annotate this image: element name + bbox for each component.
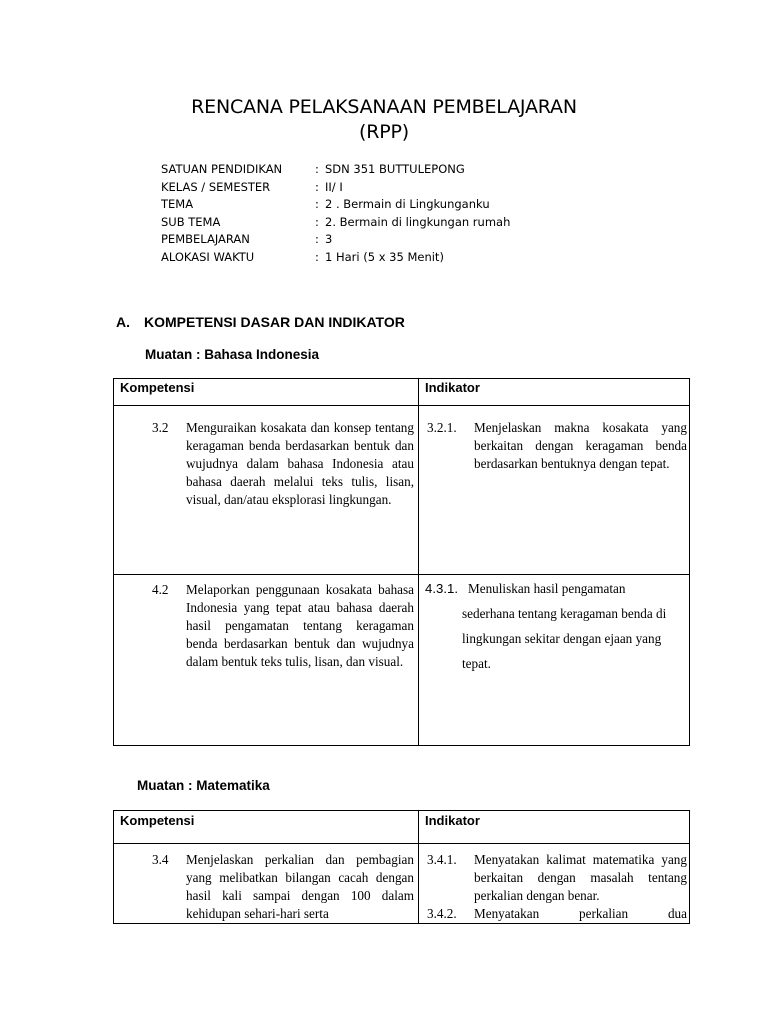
indicator-text: Menjelaskan makna kosakata yang berkaitan dengan keragaman benda berdasarkan bentuknya dengan tepat. — [474, 420, 687, 471]
kd-number: 3.2 — [152, 420, 169, 435]
indicator-number: 3.2.1. — [427, 420, 457, 435]
info-colon: : — [315, 197, 319, 212]
kd-cell — [152, 581, 414, 671]
doc-title: RENCANA PELAKSANAAN PEMBELAJARAN — [191, 96, 577, 118]
header-indikator: Indikator — [425, 380, 480, 395]
info-label: ALOKASI WAKTU — [161, 249, 255, 264]
indicator-number: 3.4.1. — [427, 852, 457, 867]
info-row — [161, 196, 510, 214]
table-matematika — [113, 810, 690, 924]
indicator-cell — [427, 905, 687, 923]
kd-cell — [152, 851, 414, 923]
info-value: 2 . Bermain di Lingkunganku — [325, 197, 490, 212]
muatan-heading-bahasa: Muatan : Bahasa Indonesia — [145, 347, 320, 362]
indicator-number: 3.4.2. — [427, 906, 457, 921]
section-heading — [116, 314, 405, 330]
info-colon: : — [315, 179, 319, 194]
indicator-text: sederhana tentang keragaman benda di lingkungan sekitar dengan ejaan yang tepat. — [462, 606, 667, 671]
indicator-cell — [427, 419, 687, 473]
kd-cell — [152, 419, 414, 509]
column-divider — [418, 379, 419, 745]
kd-number: 3.4 — [152, 852, 169, 867]
info-value: SDN 351 BUTTULEPONG — [325, 162, 465, 176]
info-label: SATUAN PENDIDIKAN — [161, 162, 283, 176]
info-label: SUB TEMA — [161, 214, 221, 229]
info-label: KELAS / SEMESTER — [161, 179, 271, 194]
info-value: 2. Bermain di lingkungan rumah — [325, 214, 511, 229]
info-value: 1 Hari (5 x 35 Menit) — [325, 249, 444, 264]
header-kompetensi: Kompetensi — [120, 380, 195, 395]
row-divider — [114, 843, 689, 844]
header-indikator: Indikator — [425, 813, 480, 828]
kd-text: Menguraikan kosakata dan konsep tentang keragaman benda berdasarkan bentuk dan wujudnya dalam bahasa Indonesia atau bahasa daerah melalui teks tulis, lisan, visual, dan/atau eksplorasi lingkungan. — [186, 420, 414, 507]
info-row — [161, 249, 510, 267]
info-colon: : — [315, 162, 319, 176]
info-row — [161, 161, 510, 179]
section-number: A. — [116, 314, 130, 330]
indicator-text: Menyatakan kalimat matematika yang berkaitan dengan masalah tentang perkalian dengan benar. — [474, 852, 687, 903]
indicator-text: Menuliskan hasil pengamatan — [468, 581, 626, 596]
info-colon: : — [315, 214, 319, 229]
info-colon: : — [315, 249, 319, 264]
column-divider — [418, 811, 419, 923]
kd-text: Melaporkan penggunaan kosakata bahasa Indonesia yang tepat atau bahasa daerah hasil pengamatan tentang keragaman benda berdasarkan bentuk dan wujudnya dalam bentuk teks tulis, lisan, dan visual. — [186, 582, 414, 669]
indicator-cell — [427, 851, 687, 905]
info-row — [161, 214, 510, 232]
section-title: KOMPETENSI DASAR DAN INDIKATOR — [144, 314, 405, 330]
info-label: PEMBELAJARAN — [161, 232, 250, 247]
kd-text: Menjelaskan perkalian dan pembagian yang melibatkan bilangan cacah dengan hasil kali sampai dengan 100 dalam kehidupan sehari-hari serta — [186, 852, 414, 921]
indicator-text: Menyatakan perkalian dua — [474, 906, 687, 921]
table-bahasa-indonesia — [113, 378, 690, 746]
info-label: TEMA — [161, 197, 194, 212]
kd-number: 4.2 — [152, 582, 169, 597]
info-colon: : — [315, 232, 319, 247]
muatan-heading-matematika: Muatan : Matematika — [137, 778, 270, 793]
info-row — [161, 179, 510, 197]
doc-subtitle: (RPP) — [359, 121, 409, 143]
indicator-number: 4.3.1. — [425, 581, 458, 596]
info-value: 3 — [325, 232, 333, 247]
row-divider — [114, 405, 689, 406]
info-value: II/ I — [325, 179, 343, 194]
header-kompetensi: Kompetensi — [120, 813, 195, 828]
identity-block — [161, 161, 510, 267]
info-row — [161, 231, 510, 249]
row-divider — [114, 574, 689, 575]
